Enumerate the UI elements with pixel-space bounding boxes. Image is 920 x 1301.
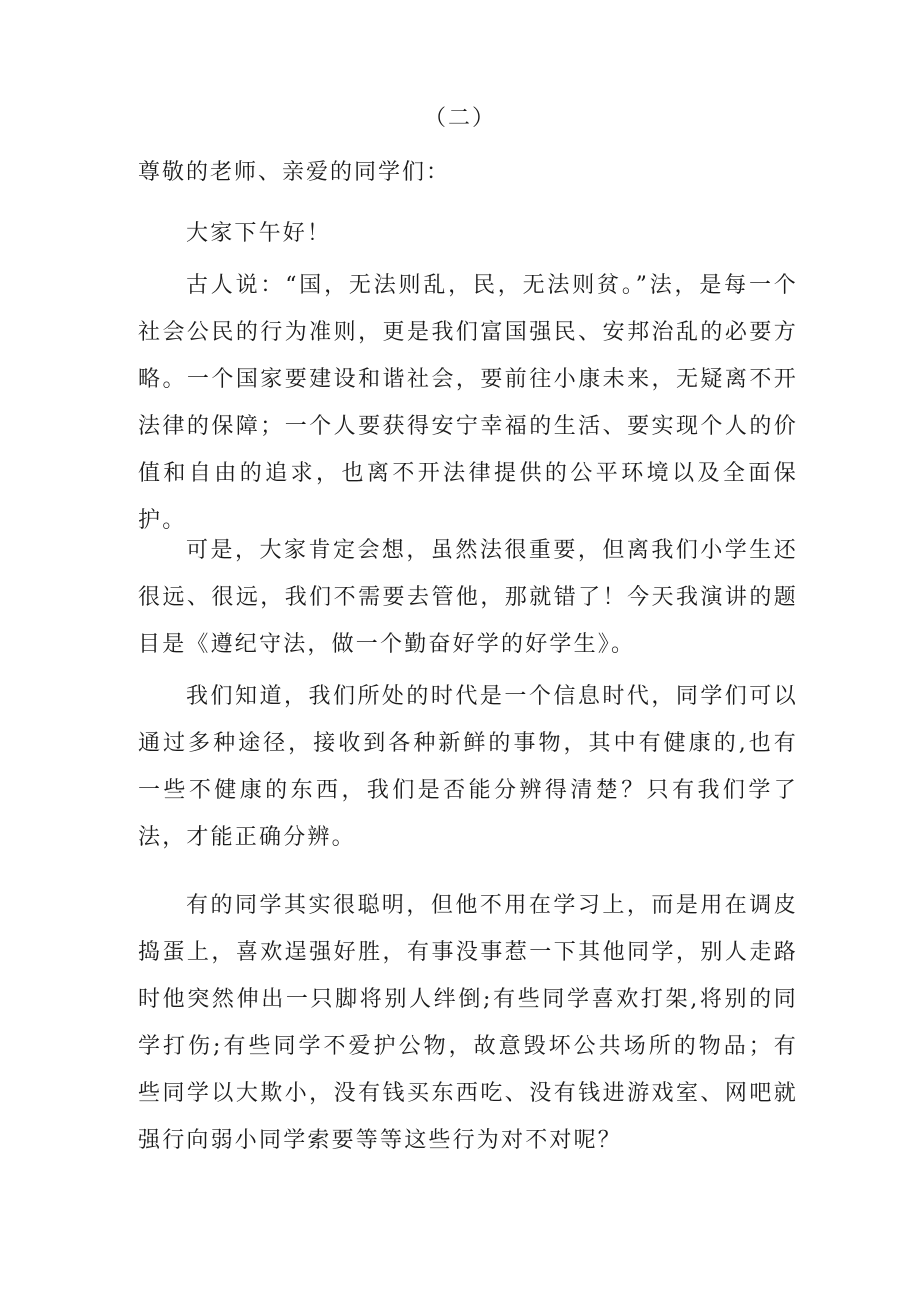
paragraph-4: 有的同学其实很聪明，但他不用在学习上，而是用在调皮捣蛋上，喜欢逞强好胜，有事没事惹一下其他同学，别人走路时他突然伸出一只脚将别人绊倒;有些同学喜欢打架,将别的同学打伤;有些同学不爱护公物，故意毁坏公共场所的物品；有些同学以大欺小，没有钱买东西吃、没有钱进游戏室、网吧就强行向弱小同学索要等等这些行为对不对呢？	[138, 893, 798, 1153]
paragraph-1: 古人说：“国，无法则乱，民，无法则贫。”法，是每一个社会公民的行为准则，更是我们富国强民、安邦治乱的必要方略。一个国家要建设和谐社会，要前往小康未来，无疑离不开法律的保障；一个人要获得安宁幸福的生活、要实现个人的价值和自由的追求，也离不开法律提供的公平环境以及全面保护。	[138, 273, 798, 533]
paragraph-3: 我们知道，我们所处的时代是一个信息时代，同学们可以通过多种途径，接收到各种新鲜的事物，其中有健康的,也有一些不健康的东西，我们是否能分辨得清楚？只有我们学了法，才能正确分辨。	[138, 684, 798, 850]
paragraph-2: 可是，大家肯定会想，虽然法很重要，但离我们小学生还很远、很远，我们不需要去管他，那就错了！今天我演讲的题目是《遵纪守法，做一个勤奋好学的好学生》。	[138, 538, 798, 657]
salutation: 尊敬的老师、亲爱的同学们：	[138, 160, 451, 185]
greeting: 大家下午好！	[186, 221, 332, 246]
section-title: （二）	[423, 106, 496, 131]
